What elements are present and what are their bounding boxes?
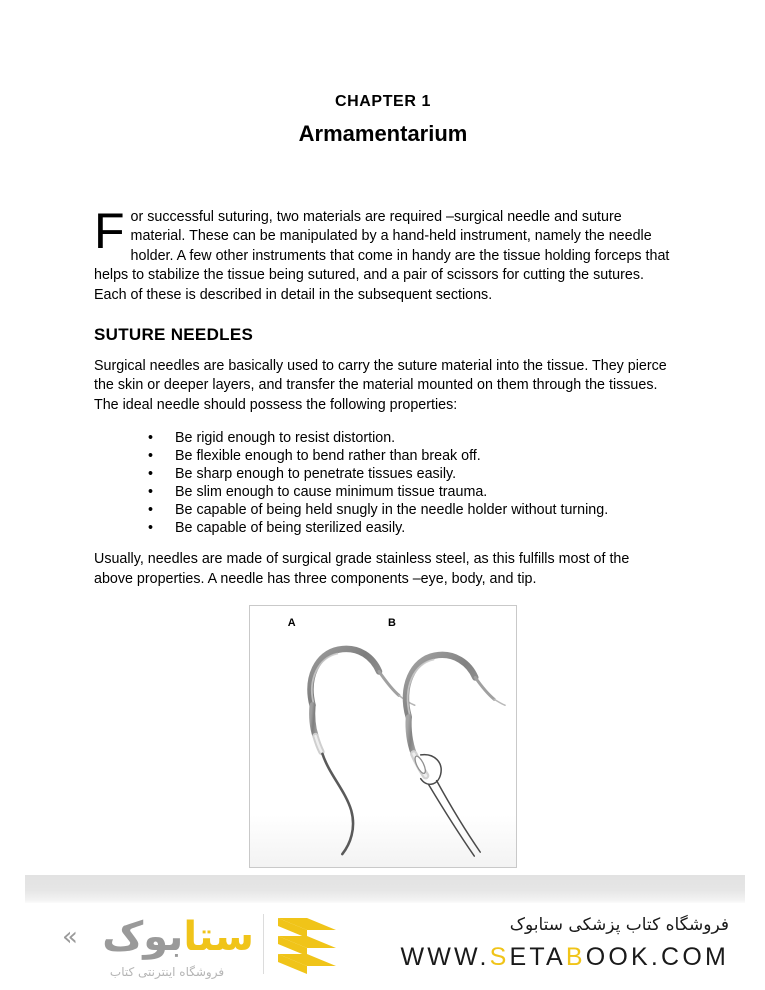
bullet-icon: • xyxy=(148,502,154,519)
list-item xyxy=(94,447,672,465)
logo-wordmark xyxy=(62,912,254,962)
logo-word-accent: ستا xyxy=(183,914,254,960)
url-letter-s: S xyxy=(489,943,510,971)
list-item-label: Be rigid enough to resist distortion. xyxy=(175,430,396,447)
bullet-icon: • xyxy=(148,448,154,465)
list-item xyxy=(94,501,672,519)
list-item xyxy=(94,483,672,501)
figure-label-a: A xyxy=(287,617,296,630)
list-item xyxy=(94,429,672,447)
page-content xyxy=(94,0,672,868)
bullet-icon: • xyxy=(148,430,154,447)
footer-inner xyxy=(0,910,765,990)
intro-paragraph xyxy=(94,146,672,306)
url-prefix: WWW. xyxy=(400,943,490,971)
figure-label-b: B xyxy=(387,617,396,630)
logo-tagline: فروشگاه اینترنتی کتاب xyxy=(109,965,225,979)
list-item xyxy=(94,465,672,483)
footer-tagline-fa: فروشگاه کتاب پزشکی ستابوک xyxy=(509,915,729,935)
page-footer xyxy=(0,885,765,990)
url-letters-eta: ETA xyxy=(509,943,566,971)
chapter-label: CHAPTER 1 xyxy=(334,93,432,110)
needle-figure xyxy=(249,605,517,868)
list-item-label: Be capable of being sterilized easily. xyxy=(175,520,406,537)
footer-brand-text xyxy=(400,912,729,972)
double-chevron-icon: « xyxy=(62,922,78,952)
chevron-stack-icon xyxy=(276,916,338,974)
chapter-title: Armamentarium xyxy=(298,120,468,146)
url-letter-b: B xyxy=(565,943,586,971)
logo-word-gray: بوک xyxy=(102,914,184,960)
needle-illustration xyxy=(250,606,516,867)
intro-paragraph-text: or successful suturing, two materials are required –surgical needle and suture material. These can be manipulated by a hand-held instrument, namely the needle holder. A few other instruments that come in handy are the tissue holding forceps that helps to stabilize the tissue being sutured, and a pair of scissors for cutting the sutures. Each of these is described in detail in the subsequent sections. xyxy=(94,208,670,303)
setabook-logo[interactable] xyxy=(62,910,312,988)
bullet-icon: • xyxy=(148,520,154,537)
list-item-label: Be capable of being held snugly in the needle holder without turning. xyxy=(175,502,609,519)
bullet-icon: • xyxy=(148,484,154,501)
needle-properties-list xyxy=(94,415,672,537)
logo-divider xyxy=(263,914,264,974)
bullet-icon: • xyxy=(148,466,154,483)
list-item-label: Be sharp enough to penetrate tissues easily. xyxy=(175,466,457,483)
closing-paragraph: Usually, needles are made of surgical grade stainless steel, as this fulfills most of the above properties. A needle has three components –eye, body, and tip. xyxy=(94,551,630,587)
section-heading-suture-needles: SUTURE NEEDLES xyxy=(94,325,254,345)
list-item xyxy=(94,519,672,537)
list-item-label: Be slim enough to cause minimum tissue trauma. xyxy=(175,484,488,501)
footer-divider-band xyxy=(25,875,745,903)
figure-wrapper xyxy=(94,589,672,868)
list-item-label: Be flexible enough to bend rather than break off. xyxy=(175,448,481,465)
section-intro-paragraph: Surgical needles are basically used to carry the suture material into the tissue. They pierce the skin or deeper layers, and transfer the material mounted on them through the tissues. The ideal needle should possess the following properties: xyxy=(94,357,667,413)
drop-cap: F xyxy=(94,202,125,259)
url-suffix: OOK.COM xyxy=(585,943,729,971)
footer-website-url[interactable] xyxy=(400,942,729,972)
